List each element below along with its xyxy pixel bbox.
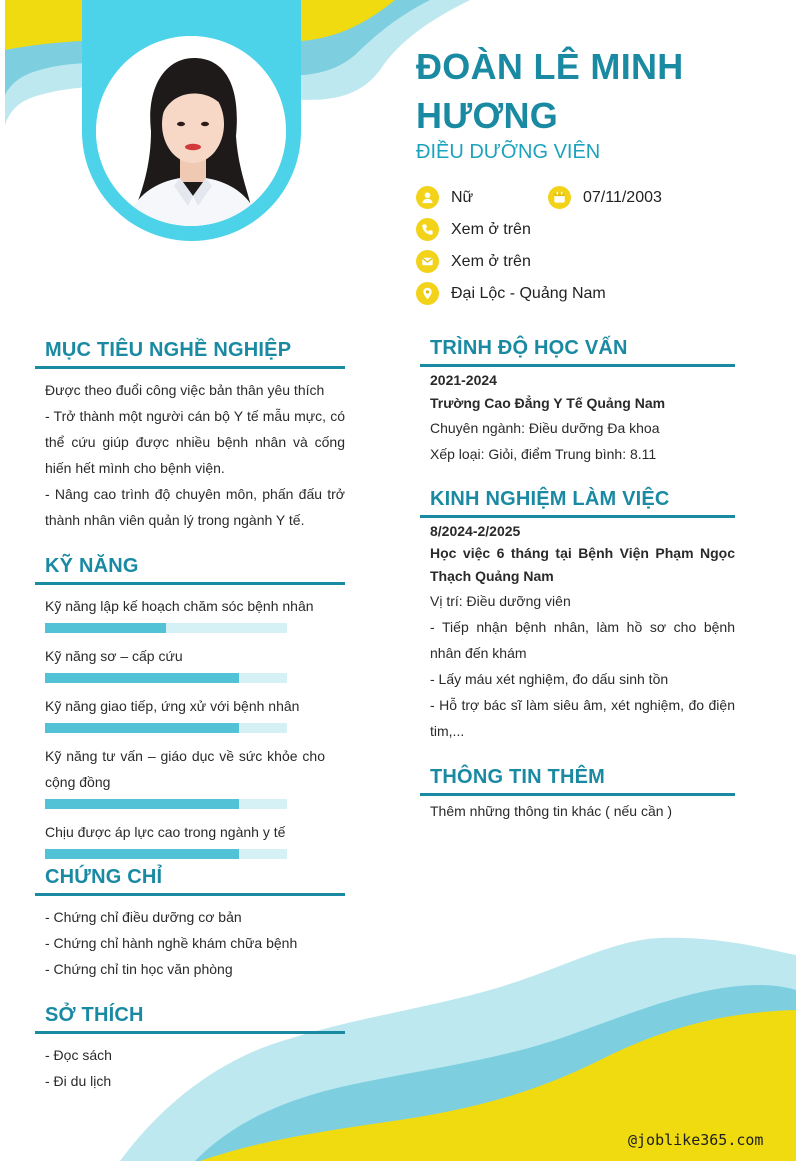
education-section <box>420 337 735 467</box>
certificate-item: - Chứng chỉ tin học văn phòng <box>45 961 233 977</box>
skill-name: Kỹ năng tư vấn – giáo dục về sức khỏe cho cộng đồng <box>45 748 325 790</box>
experience-period: 8/2024-2/2025 <box>430 523 521 539</box>
skills-section <box>35 555 345 869</box>
certificates-section <box>35 866 345 982</box>
hobbies-section <box>35 1004 345 1094</box>
education-major: Chuyên ngành: Điều dưỡng Đa khoa <box>430 420 660 436</box>
career-line: - Nâng cao trình độ chuyên môn, phấn đấu trở thành nhân viên quản lý trong ngành Y tế. <box>45 486 345 528</box>
avatar <box>96 36 286 226</box>
location-pin-icon <box>416 282 439 305</box>
hobby-item: - Đi du lịch <box>45 1073 112 1089</box>
career-line: Được theo đuổi công việc bản thân yêu thích <box>45 382 325 398</box>
skill-level-bar <box>45 849 287 859</box>
certificate-item: - Chứng chỉ hành nghề khám chữa bệnh <box>45 935 298 951</box>
phone-icon <box>416 218 439 241</box>
section-heading: MỤC TIÊU NGHỀ NGHIỆP <box>35 339 345 369</box>
candidate-name: ĐOÀN LÊ MINH HƯƠNG <box>416 46 684 136</box>
watermark: @joblike365.com <box>628 1131 764 1149</box>
phone-value: Xem ở trên <box>451 220 531 238</box>
skill-level-bar <box>45 723 287 733</box>
experience-position: Vị trí: Điều dưỡng viên <box>430 593 571 609</box>
skill-level-bar <box>45 623 287 633</box>
skill-name: Kỹ năng sơ – cấp cứu <box>45 648 183 664</box>
mail-icon <box>416 250 439 273</box>
birthdate-value: 07/11/2003 <box>583 188 662 206</box>
user-icon <box>416 186 439 209</box>
contact-phone <box>416 218 531 241</box>
extra-info-text: Thêm những thông tin khác ( nếu cần ) <box>430 803 673 819</box>
experience-duty: - Lấy máu xét nghiệm, đo dấu sinh tồn <box>430 671 669 687</box>
skill-item <box>45 693 345 733</box>
skill-item <box>45 819 345 859</box>
skill-item <box>45 743 345 809</box>
calendar-icon <box>548 186 571 209</box>
section-heading: CHỨNG CHỈ <box>35 866 345 896</box>
gender-value: Nữ <box>451 188 474 206</box>
skill-name: Kỹ năng lập kế hoạch chăm sóc bệnh nhân <box>45 598 314 614</box>
skill-item <box>45 593 345 633</box>
education-period: 2021-2024 <box>430 372 497 388</box>
skill-item <box>45 643 345 683</box>
contact-gender <box>416 186 473 209</box>
address-value: Đại Lộc - Quảng Nam <box>451 284 606 302</box>
contact-birthdate <box>548 186 662 209</box>
experience-section <box>420 488 735 744</box>
experience-company: Học việc 6 tháng tại Bệnh Viện Phạm Ngọc Thạch Quảng Nam <box>430 545 735 584</box>
skill-name: Kỹ năng giao tiếp, ứng xử với bệnh nhân <box>45 698 300 714</box>
education-school: Trường Cao Đẳng Y Tế Quảng Nam <box>430 395 666 411</box>
extra-info-section <box>420 766 735 824</box>
contact-email <box>416 250 531 273</box>
certificate-item: - Chứng chỉ điều dưỡng cơ bản <box>45 909 242 925</box>
experience-duty: - Hỗ trợ bác sĩ làm siêu âm, xét nghiệm, đo điện tim,... <box>430 697 735 739</box>
skill-level-bar <box>45 799 287 809</box>
career-objective-section <box>35 339 345 533</box>
job-title: ĐIỀU DƯỠNG VIÊN <box>416 141 601 163</box>
section-heading: TRÌNH ĐỘ HỌC VẤN <box>420 337 735 367</box>
email-value: Xem ở trên <box>451 252 531 270</box>
contact-address <box>416 282 606 305</box>
career-line: - Trở thành một người cán bộ Y tế mẫu mực, có thể cứu giúp được nhiều bệnh nhân và cống hiến hết mình cho bệnh viện. <box>45 408 345 476</box>
skill-level-bar <box>45 673 287 683</box>
skill-name: Chịu được áp lực cao trong ngành y tế <box>45 824 286 840</box>
section-heading: KỸ NĂNG <box>35 555 345 585</box>
education-grade: Xếp loại: Giỏi, điểm Trung bình: 8.11 <box>430 446 657 462</box>
section-heading: SỞ THÍCH <box>35 1004 345 1034</box>
experience-duty: - Tiếp nhận bệnh nhân, làm hồ sơ cho bệnh nhân đến khám <box>430 619 735 661</box>
hobby-item: - Đọc sách <box>45 1047 112 1063</box>
section-heading: THÔNG TIN THÊM <box>420 766 735 796</box>
section-heading: KINH NGHIỆM LÀM VIỆC <box>420 488 735 518</box>
